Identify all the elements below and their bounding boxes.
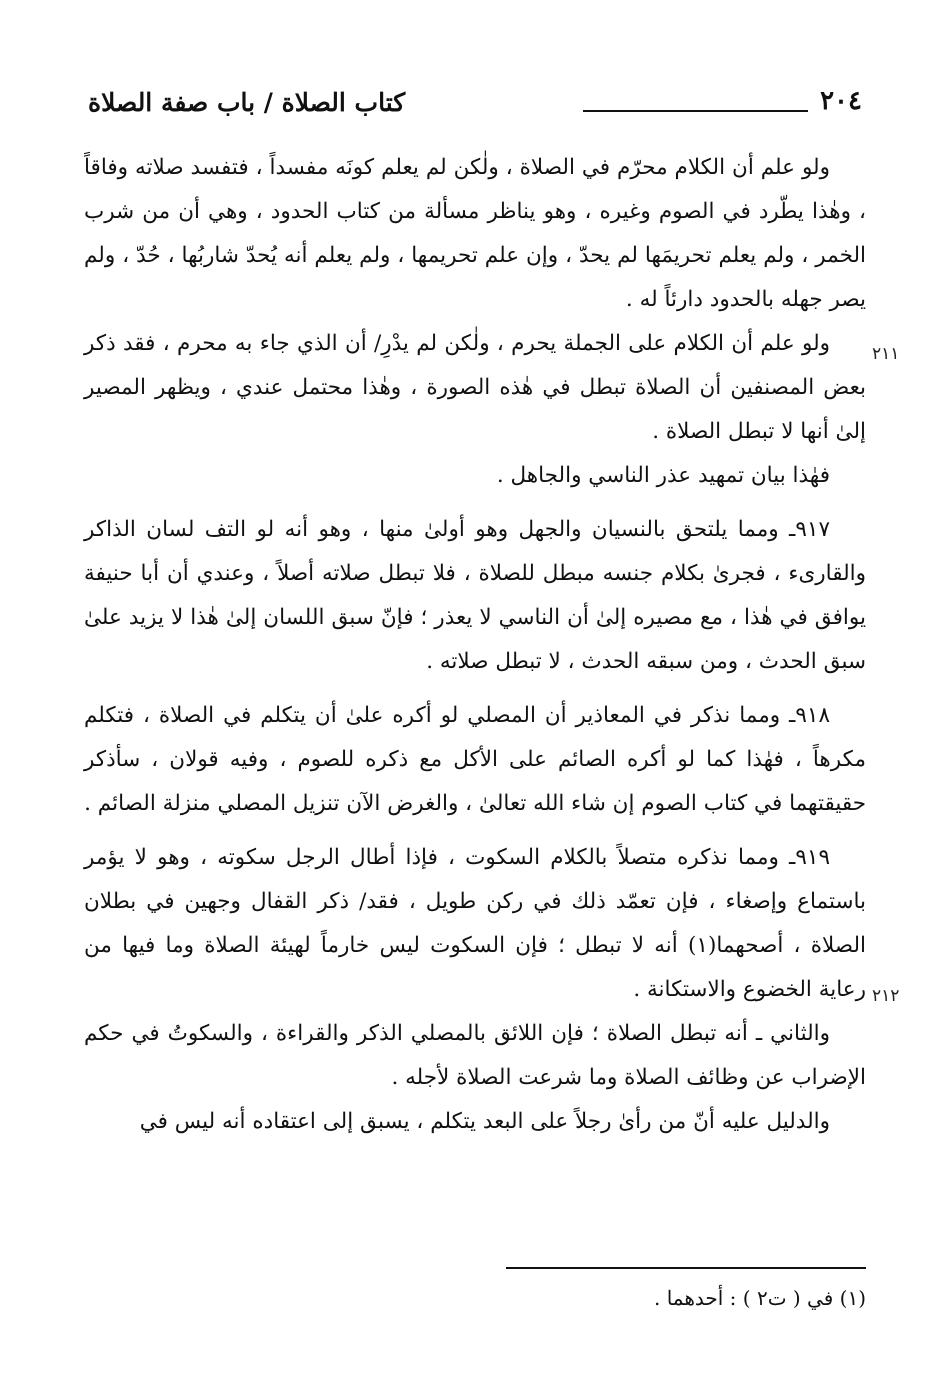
page-number: ٢٠٤ [820,86,862,116]
text-line: وما فيها من رعاية الخضوع والاستكانة . [84,933,866,1002]
text-line: حكم الإضراب عن وظائف الصلاة وما شرعت الصلاة لأجله . [84,1021,866,1090]
text-line: لا يزيد علىٰ سبق الحدث ، ومن سبقه الحدث ، لا تبطل صلاته . [84,605,866,674]
main-text [84,146,866,1144]
text-line: وفاقاً ، وهٰذا يطّرد في الصوم وغيره ، وهو يناظر مسألة من كتاب الحدود ، وهي أن [84,155,866,224]
paragraph [84,1100,866,1144]
text-line: ٩١٨ـ ومما نذكر في المعاذير أن المصلي لو أكره علىٰ أن يتكلم في الصلاة ، فتكلم [84,703,830,728]
page-header [88,86,868,126]
paragraph [84,694,866,826]
text-line: والقارىء ، فجرىٰ بكلام جنسه مبطل للصلاة ، فلا تبطل صلاته أصلاً ، وعندي أن [166,561,866,586]
text-line: مكرهاً ، فهٰذا كما لو أكره الصائم على الأكل مع ذكره للصوم ، وفيه قولان ، سأذكر [84,747,866,772]
text-line: ٩١٩ـ ومما نذكره متصلاً بالكلام السكوت ، فإذا أطال الرجل سكوته ، وهو [157,845,830,870]
text-line: حقيقتهما في كتاب الصوم إن شاء الله تعالىٰ ، والغرض الآن تنزيل المصلي منزلة [162,791,866,816]
text-line: ويظهر المصير إلىٰ أنها لا تبطل الصلاة . [84,375,866,444]
text-line: ٩١٧ـ ومما يلتحق بالنسيان والجهل وهو أولىٰ منها ، وهو أنه لو التف لسان الذاكر [84,517,830,542]
running-title: كتاب الصلاة / باب صفة الصلاة [88,88,406,117]
text-line: شاربُها ، حُدّ ، ولم يصر جهله بالحدود دارئاً له . [84,243,866,312]
text-line: ولو علم أن الكلام على الجملة يحرم ، ولٰكن لم يدْرِ/ أن الذي جاء به محرم ، [162,331,831,356]
margin-mark: ٢١٢ [872,986,900,1006]
text-line: لا يؤمر باستماع وإصغاء ، فإن تعمّد ذلك في ركن طويل ، فقد/ ذكر القفال وجهين في [84,845,866,914]
text-line: من شرب الخمر ، ولم يعلم تحريمَها لم يحدّ ، وإن علم تحريمها ، ولم يعلم أنه يُحدّ [84,199,866,268]
text-line: الصائم . [84,791,156,816]
text-line: ولو علم أن الكلام محرّم في الصلاة ، ولٰكن لم يعلم كونَه مفسداً ، فتفسد صلاته [135,155,830,180]
text-line: فهٰذا بيان تمهيد عذر الناسي والجاهل . [496,463,830,488]
margin-mark: ٢١١ [872,344,900,364]
paragraph [84,322,866,454]
paragraph [84,508,866,684]
footnote: (١) في ( ت٢ ) : أحدهما . [653,1286,866,1310]
text-line: والثاني ـ أنه تبطل الصلاة ؛ فإن اللائق بالمصلي الذكر والقراءة ، والسكوتُ في [131,1021,830,1046]
footnote-rule [506,1267,866,1269]
header-rule [583,110,808,112]
text-line: أبا حنيفة يوافق في هٰذا ، مع مصيره إلىٰ أن الناسي لا يعذر ؛ فإنّ سبق اللسان إلىٰ هٰذا [84,561,866,630]
text-line: فقد ذكر بعض المصنفين أن الصلاة تبطل في هٰذه الصورة ، وهٰذا محتمل عندي ، [84,331,866,400]
paragraph [84,836,866,1012]
paragraph [84,1012,866,1100]
text-line: والدليل عليه أنّ من رأىٰ رجلاً على البعد يتكلم ، يسبق إلى اعتقاده أنه ليس في [139,1109,830,1134]
text-line: بطلان الصلاة ، أصحهما(١) أنه لا تبطل ؛ فإن السكوت ليس خارماً لهيئة الصلاة [84,889,866,958]
paragraph [84,146,866,322]
paragraph [84,454,866,498]
